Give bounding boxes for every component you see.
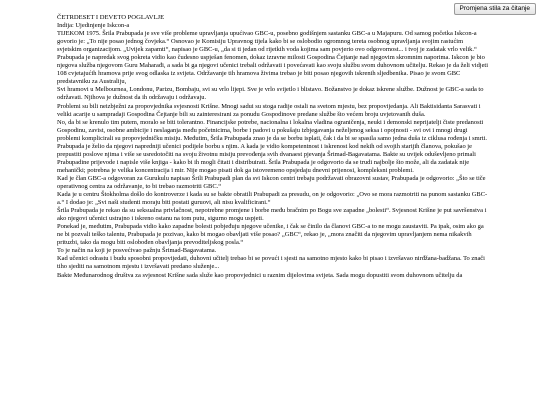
paragraph: TIJEKOM 1975. Šrila Prabupada je sve više probleme upravljanja upućivao GBC-u, posebno godišnjem sastanku GBC-a u Majapuru. Od samog početka Iskcon-a govorio je: „To nije posao jednog čovjeka.“ Osnovao je Komisiju Upravnog tijela kako bi se oslobodio ogromnog tereta osobnog upravljanja svojim rastućim svjetskim organizacijom. „Uvijek zapamti“, napisao je GBC-u, „da si ti jedan od rijetkih voda kojima sam povjerio ovo odgovornost... i tvoj je zadatak vrlo velik.“: [57, 30, 477, 54]
paragraph: Prabupada je želio da njegovi napredniji učenici podijele borbu s njim. A kada je vidio kompetentnost i iskrenost kod nekih od svojih starijih članova, pokušao je prepustiti poslove njima i više se usredotočiti na svoju životnu misiju prevođenja svih dvanaest pjevanja Šrimad-Bagavatama. Bakte su uvijek oduševljeno primali Prabupadine prijevode i napisle više knjiga - kako bi ih mogli čitati i distribuirati. Šrila Prabupada je odgovorio da se trudi najbolje što može, ali da zadatak nije mehanički; potrebna je velika koncentracija i mir. Nije mogao pisati dok ga istovremeno opsjedaju dnevni prijenosi, kompleksni problemi.: [57, 142, 476, 174]
paragraph: Ponekad je, međutim, Prabupada vidio kako zapadne bolesti pobjeđuju njegove učenike, i čak se činilo da članovi GBC-a to ne mogu zaustaviti. Pa ipak, osim ako ga ne bi pozvali teško talentu, Prabupada je pozivao, kako bi mogao obavljati više posao? „GBC“, rekao je, „mora značiti da njegovim upravljanjem nema nikakvih prituzbi, tako da mogu biti oslobođen obavljanja prevoditeljskog posla.“: [57, 223, 484, 247]
paragraph: To je način na koji je posvećivao pažnju Šrimad-Bagavatama.: [57, 247, 217, 255]
paragraph: Kad je član GBC-a odgovoran za Gurukulu napisao Šrili Prabupadi plan da svi Iskcon centri trebaju podržavati obrazovni sustav, Prabupada je odgovorio: „Što se tiče operativnog centra za održavanje, to bi trebao razmotriti GBC.“: [57, 174, 486, 190]
paragraph: Bakte Međunarodnog društva za svjesnost Krišne sada služe kao propovjednici u raznim dijelovima svijeta. Sada mogu dopustiti svom duhovnom učitelju da: [57, 271, 463, 279]
paragraph: No, da bi se krenulo tim putem, moralo se biti tolerantno. Financijske potrebe, nacionalna i lokalna vladina ograničenja, neuki i demonski neprijatelji čiste predanosti Gospodinu, zavist, osobne ambicije i neslaganja među početnicima, borbe i padovi u pokušaju izbjegavanja neželjenog seksa i opojnosti - svi ovi i mnogi drugi problemi komplicirali su propovjedničku misiju. Međutim, Šrila Prabupada znao je da se borbu isplati, čak i da bi se spasila samo jedna duša iz ciklusa rođenja i smrti.: [57, 118, 487, 142]
chapter-subtitle: Indija: Ujedinjenje Iskcon-a: [57, 22, 130, 30]
chapter-title: ČETRDESET I DEVETO POGLAVLJE: [57, 14, 165, 21]
quote-paragraph: Kad učenici odrastu i budu sposobni propovijedati, duhovni učitelj trebao bi se povući i sjesti na samotno mjesto kako bi pisao i izvršavao nirđžana-badžana. To znači tiho sjediti na samotnom mjestu i izvršavati predano služenje...: [57, 255, 485, 271]
paragraph: Problemi su bili neizbježni za propovjednika svjesnosti Krišne. Mnogi sadui su stoga radije ostali na svetom mjestu, bez propovijedanja. Ali Baktisidanta Sarasvati i veliki acarije u sampradaji Gospodina Čejtanje bili su zainteresirani za ponudu Gospodinove predane službe što većem broju uvjetovanih duša.: [57, 102, 481, 118]
paragraph: Kada je u centru Štokholma došlo do kontroverze i kada su se bakte obratili Prabupadi za presudu, on je odgovorio: „Ovo se mora razmotriti na punom sastanku GBC-a.“ I dodao je: „Svi naši studenti moraju biti postati guruovi, ali nisu kvalificirani.“: [57, 191, 488, 207]
document-content: [57, 14, 489, 280]
quote-paragraph: Svi hramovi u Melbournea, Londonu, Parizu, Bombaju, svi su vrlo lijepi. Sve je vrlo svijetlo i blistavo. Božanstvo je dokaz iskrene službe. Dužnost je GBC-a sada to održavati. Njihova je dužnost da ih održavaju i održavaju.: [57, 86, 484, 102]
paragraph: Prabupada je napredak svog pokreta vidio kao čudesno uspješan fenomen, dokaz izravne milosti Gospodina Čejtanje nad njegovim skromnim naporima. Iskcon je bio njegova služba njegovom Guru Maharađi, a sada bi ga njegovi učenici trebali održavati i povećavati kao svoju službu svom duhovnom učitelju. Rekao je da želi vidjeti 108 cvjetajućih hramova prije svog odlaska iz svijeta. Održavanje tih hramova živima trebao je biti posao njegovih iskrenih sljedbenika. Pisao je svom GBC predstavniku za Australiju,: [57, 54, 489, 86]
paragraph: Šrila Prabupada je rekao da su seksualna privlačnost, nepotrebne promjene i borbe među bračnim po Bogu sve zapadne „bolesti“. Svjesnost Krišne je put savršenstva i ako njegovi učenici ustrajno i iskreno ostanu na tom putu, sigurno mogu uspjeti.: [57, 207, 487, 223]
reading-style-toggle-button[interactable]: Promjena stila za čitanje: [454, 3, 536, 15]
